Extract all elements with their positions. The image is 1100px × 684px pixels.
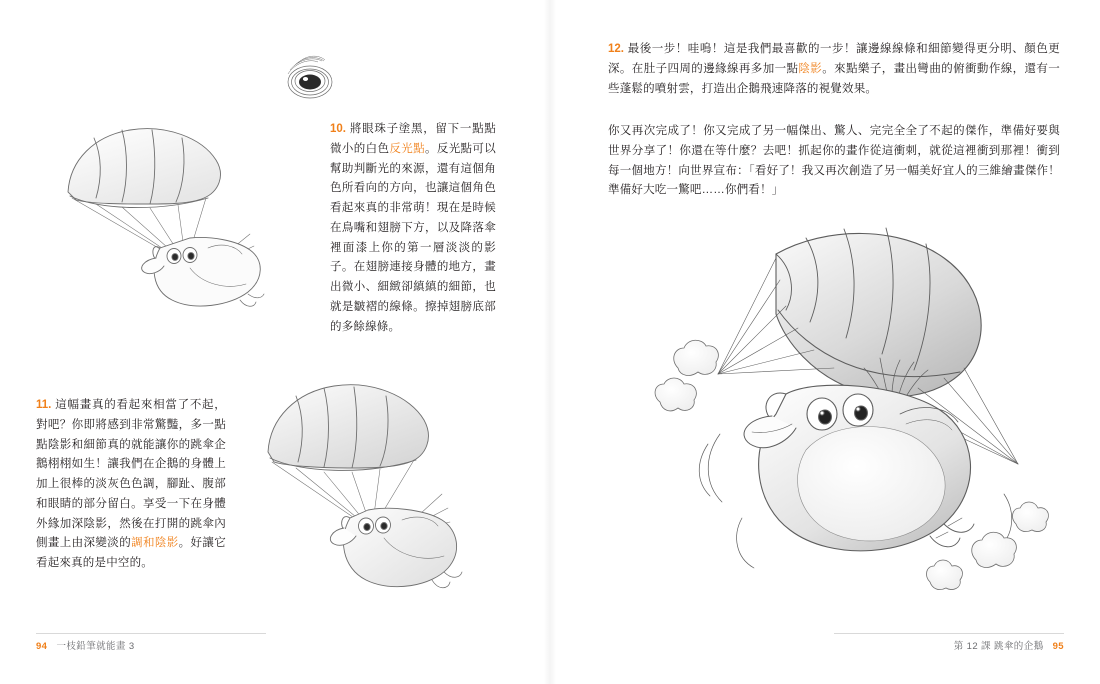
step-12-text-b: 。來點樂子，畫出彎曲的俯衝動作線，還有一些蓬鬆的噴射雲，打造出企鵝飛速降落的視覺效果。 (608, 62, 1061, 95)
step-10-highlight: 反光點 (389, 142, 425, 155)
step-10-number: 10. (330, 123, 346, 135)
spiral-scribble-icon (278, 48, 342, 110)
right-page-number: 95 (1052, 641, 1064, 652)
left-footer-rule (36, 633, 266, 634)
step-11-highlight: 調和陰影 (131, 537, 179, 550)
step-11-text-b: 。好讓它看起來真的是中空的。 (36, 537, 226, 570)
left-footer-title: 一枝鉛筆就能畫 3 (56, 641, 135, 652)
right-footer (954, 638, 1064, 652)
step-11-text-a: 這幅畫真的看起來相當了不起，對吧？你即將感到非常驚豔，多一點點陰影和細節真的就能讓你的跳傘企鵝栩栩如生！讓我們在企鵝的身體上加上很棒的淡灰色色調，腳趾、腹部和眼睛的部分留白。享受一下在身體外緣加深陰影，然後在打開的跳傘內側畫上由深變淡的 (36, 399, 226, 550)
step-11-number: 11. (36, 399, 52, 411)
step-10-paragraph (330, 120, 496, 337)
penguin-parachute-step-11-illustration (246, 372, 516, 622)
step-12-number: 12. (608, 43, 624, 55)
step-12-text-a: 最後一步！哇嗚！這是我們最喜歡的一步！讓邊線線條和細節變得更分明、顏色更深。在肚子四周的邊緣線再多加一點 (608, 43, 1060, 75)
step-12-highlight: 陰影 (798, 62, 823, 75)
right-footer-rule (834, 633, 1064, 634)
right-footer-title: 第 12 課 跳傘的企鵝 (953, 641, 1044, 652)
right-page (550, 0, 1100, 684)
closing-text: 你又再次完成了！你又完成了另一幅傑出、驚人、完完全全了不起的傑作，準備好要與世界分享了！你還在等什麼？去吧！抓起你的畫作從這衝刺，就從這裡衝到那裡！衝到每一個地方！向世界宣布：「看好了！我又再次創造了另一幅美好宜人的三維繪畫傑作！準備好大吃一驚吧……你們看！」 (608, 125, 1060, 197)
left-footer (36, 638, 135, 652)
penguin-parachute-step-10-illustration (40, 108, 330, 318)
step-12-paragraph (608, 40, 1060, 99)
step-11-paragraph (36, 396, 226, 574)
penguin-parachute-step-12-final-illustration (600, 218, 1080, 618)
step-10-text-b: 。反光點可以幫助判斷光的來源，還有這個角色所看向的方向，也讓這個角色看起來真的非常萌！現在是時候在鳥嘴和翅膀下方，以及降落傘裡面漆上你的第一層淡淡的影子。在翅膀連接身體的地方，畫出微小、細緻卻縝縝的細節，也就是皺褶的線條。擦掉翅膀底部的多餘線條。 (330, 142, 496, 333)
left-page-number: 94 (36, 641, 48, 652)
closing-paragraph (608, 122, 1060, 201)
step-10-text-a: 將眼珠子塗黑，留下一點點微小的白色 (330, 123, 496, 155)
